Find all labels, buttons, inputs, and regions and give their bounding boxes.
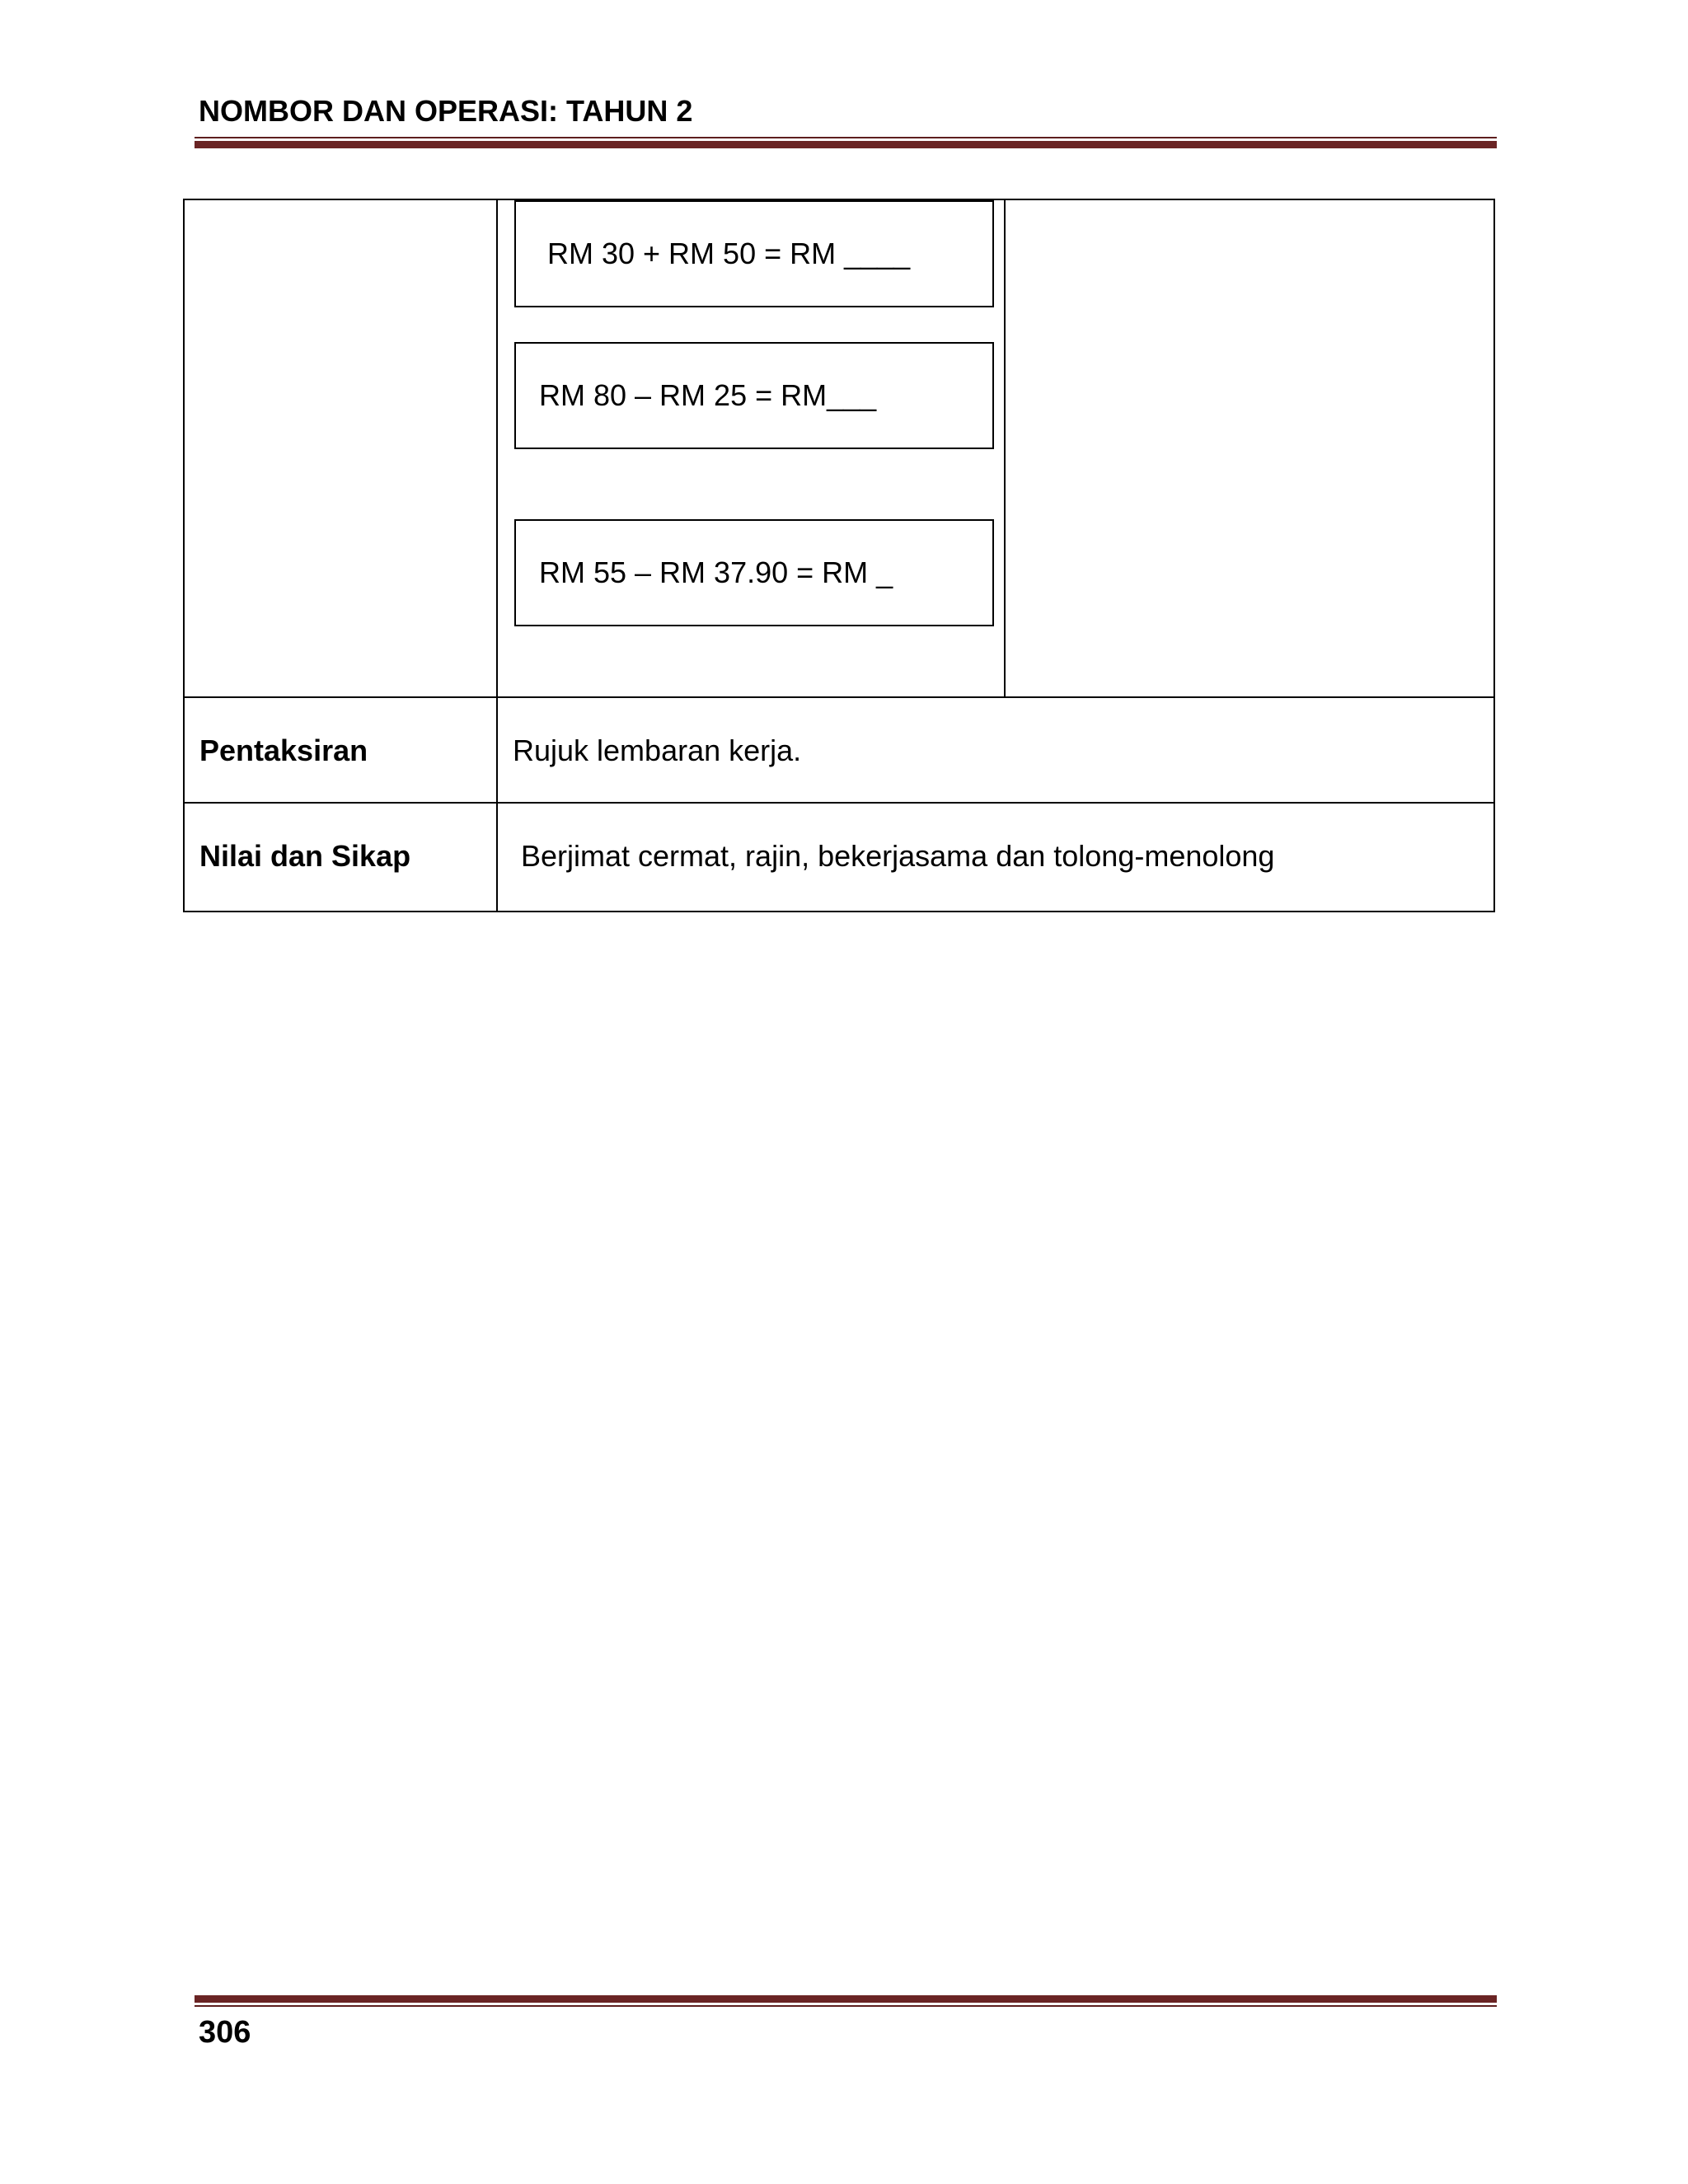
row-label-pentaksiran: Pentaksiran (199, 733, 368, 767)
footer-rule (195, 1995, 1497, 2007)
page-number: 306 (199, 2015, 251, 2050)
column-divider-2 (1004, 200, 1006, 697)
equation-text-3: RM 55 – RM 37.90 = RM _ (539, 555, 893, 589)
page-header-title: NOMBOR DAN OPERASI: TAHUN 2 (199, 94, 693, 128)
row-text-pentaksiran: Rujuk lembaran kerja. (513, 733, 802, 767)
equation-box-1 (514, 200, 994, 307)
row-divider-2 (185, 802, 1493, 804)
row-divider-1 (185, 696, 1493, 698)
column-divider-1 (496, 200, 498, 911)
row-text-nilai-dan-sikap: Berjimat cermat, rajin, bekerjasama dan tolong-menolong (521, 839, 1275, 873)
equation-box-3 (514, 519, 994, 626)
row-label-nilai-dan-sikap: Nilai dan Sikap (199, 839, 411, 873)
header-rule (195, 137, 1497, 148)
equation-text-1: RM 30 + RM 50 = RM ____ (547, 237, 911, 270)
equation-text-2: RM 80 – RM 25 = RM___ (539, 378, 877, 412)
lesson-table (183, 199, 1495, 912)
equation-box-2 (514, 342, 994, 449)
